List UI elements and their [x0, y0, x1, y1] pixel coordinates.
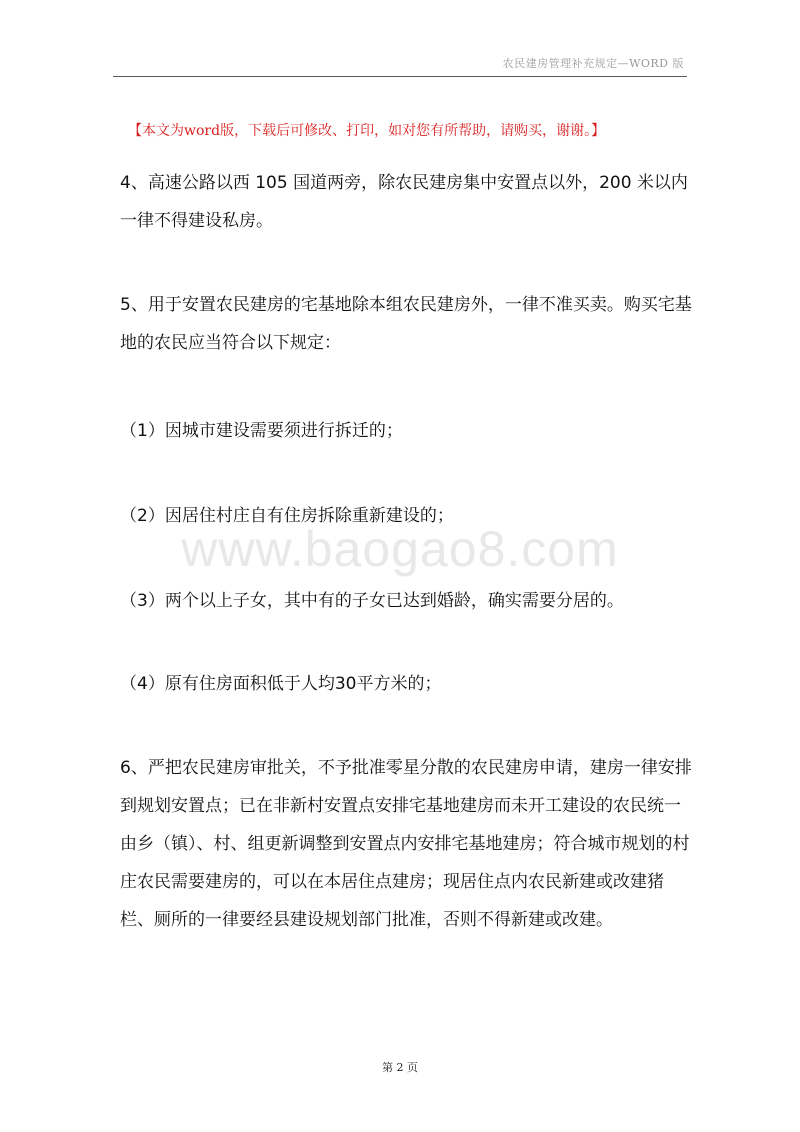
list-item-2: （2）因居住村庄自有住房拆除重新建设的； [120, 506, 454, 526]
header-divider [113, 76, 687, 77]
paragraph-item-5: 5、用于安置农民建房的宅基地除本组农民建房外，一律不准买卖。购买宅基地的农民应当符合以下规定： [120, 295, 692, 353]
list-item-3: （3）两个以上子女，其中有的子女已达到婚龄，确实需要分居的。 [120, 591, 624, 611]
page-number: 第 2 页 [382, 1061, 418, 1074]
list-item-4: （4）原有住房面积低于人均30平方米的； [120, 674, 442, 694]
paragraph-item-4: 4、高速公路以西 105 国道两旁，除农民建房集中安置点以外，200 米以内一律不得建设私房。 [120, 173, 688, 231]
list-item-1: （1）因城市建设需要须进行拆迁的； [120, 421, 403, 441]
download-notice: 【本文为word版，下载后可修改、打印，如对您有所帮助，请购买，谢谢。】 [128, 123, 606, 139]
document-header-title: 农民建房管理补充规定—WORD 版 [502, 57, 684, 70]
watermark: www.baogao8.com [181, 521, 619, 577]
paragraph-item-6: 6、严把农民建房审批关，不予批准零星分散的农民建房申请，建房一律安排到规划安置点；已在非新村安置点安排宅基地建房而未开工建设的农民统一由乡（镇）、村、组更新调整到安置点内安排宅基地建房；符合城市规划的村庄农民需要建房的，可以在本居住点建房；现居住点内农民新建或改建猪栏、厕所的一律要经县建设规划部门批准，否则不得新建或改建。 [120, 758, 692, 930]
